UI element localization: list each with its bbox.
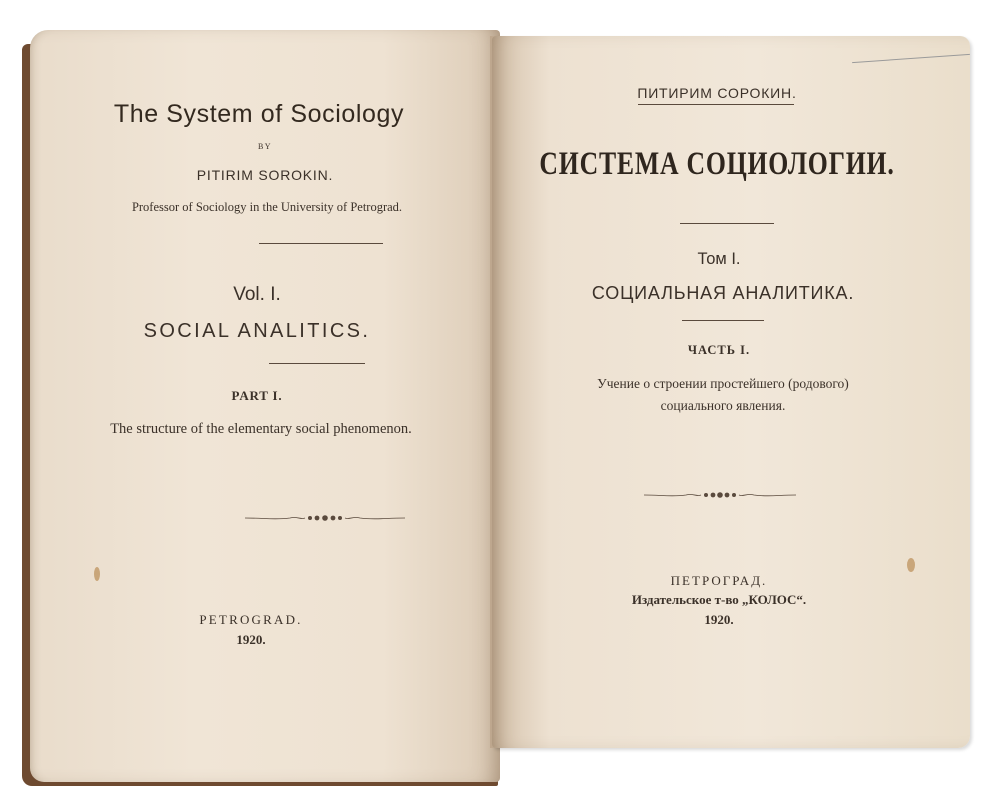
- left-title: The System of Sociology: [113, 100, 405, 128]
- left-part-subtitle: The structure of the elementary social phenomenon.: [110, 421, 412, 437]
- right-part: ЧАСТЬ I.: [687, 343, 751, 357]
- left-city: PETROGRAD.: [199, 612, 303, 627]
- right-part-subtitle-line1: Учение о строении простейшего (родового): [597, 376, 849, 391]
- right-year: 1920.: [704, 612, 734, 627]
- right-divider-2: [682, 320, 764, 321]
- right-ornament: [644, 487, 796, 503]
- right-publisher: Издательское т-во „КОЛОС“.: [631, 592, 807, 607]
- left-author: PITIRIM SOROKIN.: [196, 167, 334, 183]
- right-divider-1: [680, 223, 774, 224]
- paper-stain-right: [907, 558, 915, 572]
- right-title: СИСТЕМА СОЦИОЛОГИИ.: [539, 146, 895, 182]
- left-volume-title: SOCIAL ANALITICS.: [143, 320, 371, 342]
- left-divider-1: [259, 243, 383, 244]
- paper-stain: [94, 567, 100, 581]
- left-part: PART I.: [231, 388, 283, 403]
- right-volume: Том I.: [697, 250, 741, 268]
- left-year: 1920.: [236, 632, 266, 647]
- right-author-underline: [638, 104, 794, 105]
- left-page: [30, 30, 500, 782]
- left-affiliation: Professor of Sociology in the University of Petrograd.: [131, 200, 403, 214]
- right-city: ПЕТРОГРАД.: [670, 573, 768, 588]
- right-part-subtitle-line2: социального явления.: [660, 398, 786, 413]
- right-volume-title: СОЦИАЛЬНАЯ АНАЛИТИКА.: [591, 283, 855, 303]
- left-by: BY: [257, 142, 273, 151]
- left-divider-2: [269, 363, 365, 364]
- right-page: [492, 36, 970, 748]
- left-volume: Vol. I.: [233, 284, 281, 305]
- left-ornament: [245, 510, 405, 526]
- right-author: ПИТИРИМ СОРОКИН.: [637, 85, 797, 101]
